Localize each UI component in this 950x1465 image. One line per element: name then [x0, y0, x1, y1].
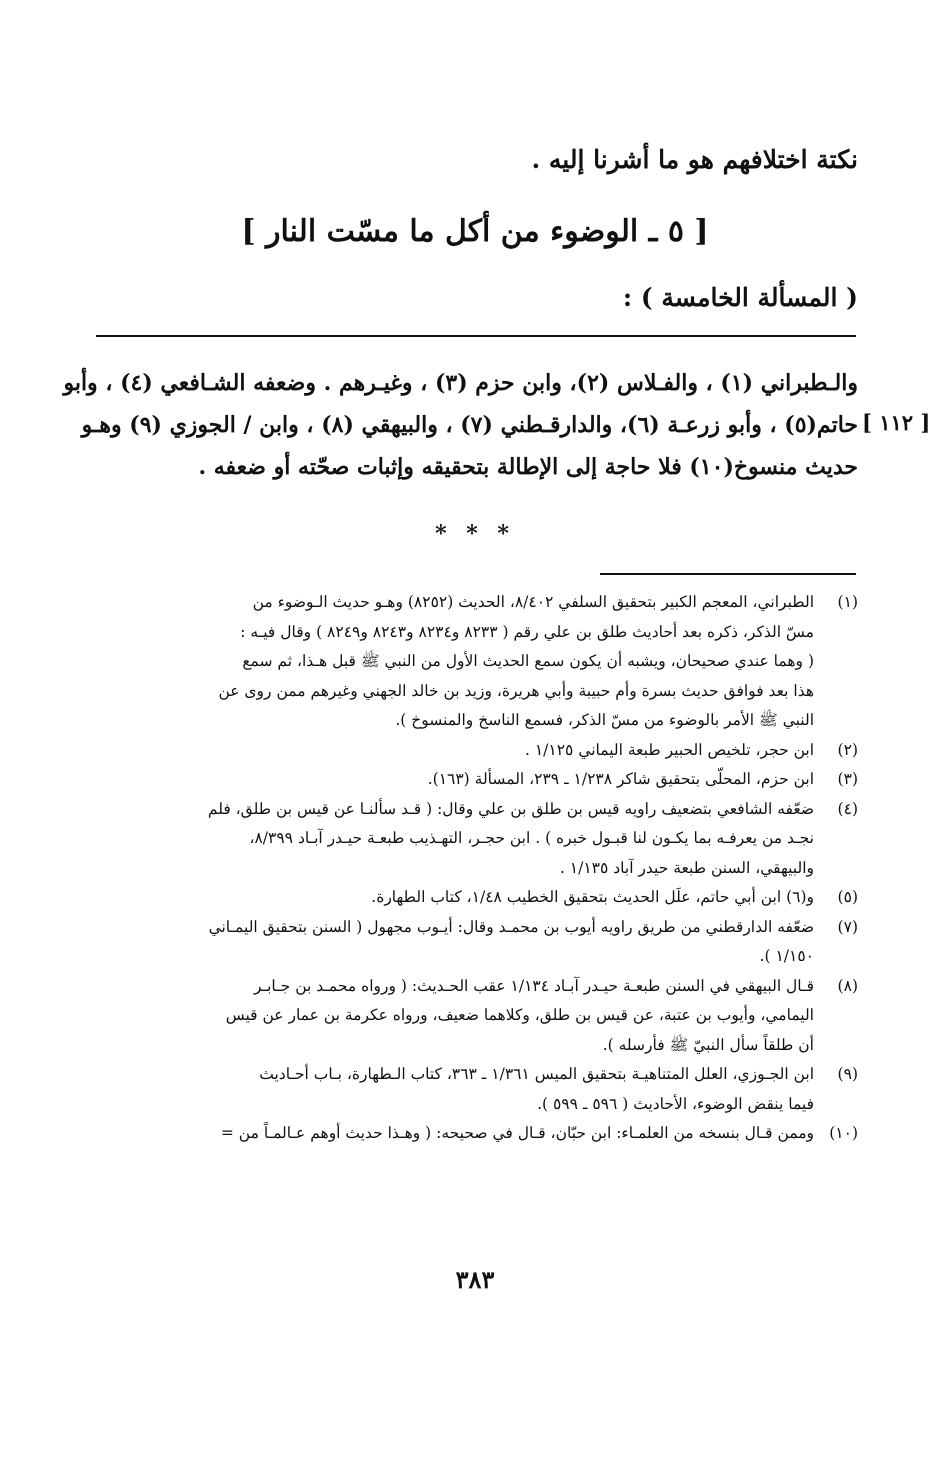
footnote	[88, 1060, 858, 1119]
footnote-number: (٧)	[837, 917, 858, 936]
footnote-text	[88, 972, 814, 1061]
footnote-line: مسّ الذكر، ذكره بعد أحاديث طلق بن علي رقم ( ٨٢٣٣ و٨٢٣٤ و٨٢٤٣ و٨٢٤٩ ) وقال فيـه :	[240, 622, 814, 641]
footnote-text	[88, 736, 814, 766]
footnote-line: قـال البيهقي في السنن طبعـة حيـدر آبـاد ١/١٣٤ عقب الحـديث: ( ورواه محمـد بن جـابـر	[254, 976, 814, 995]
footnote-number: (٨)	[837, 976, 858, 995]
footnote-number: (٢)	[837, 740, 858, 759]
footnotes	[88, 588, 858, 1149]
footnote-text	[88, 795, 814, 884]
footnote	[88, 588, 858, 736]
section-separator: * * *	[435, 521, 515, 547]
footnote-text	[88, 765, 814, 795]
footnote	[88, 1119, 858, 1149]
footnote-text	[88, 1060, 814, 1119]
section-heading: [ ٥ ـ الوضوء من أكل ما مسّت النار ]	[241, 214, 709, 249]
footnote-line: وممن قـال بنسخه من العلمـاء: ابن حبّان، قـال في صحيحه: ( وهـذا حديث أوهم عـالمـاً من =	[220, 1124, 814, 1142]
footnote	[88, 795, 858, 884]
footnote-text	[88, 588, 814, 736]
footnote-number: (١)	[837, 593, 858, 611]
footnote-line: ١/١٥٠ ).	[759, 947, 814, 965]
footnote-line: ضعّفه الشافعي بتضعيف راويه قيس بن طلق بن علي وقال: ( قـد سألنـا عن قيس بن طلق، فلم	[207, 799, 814, 818]
footnote	[88, 765, 858, 795]
margin-page-reference: [ ١١٢ ]	[862, 410, 931, 435]
footnote-line: ابن حزم، المحلّى بتحقيق شاكر ١/٢٣٨ ـ ٢٣٩، المسألة (١٦٣).	[427, 770, 814, 788]
footnote	[88, 736, 858, 766]
footnote-line: أن طلقاً سأل النبيّ ﷺ فأرسله ).	[602, 1035, 814, 1054]
body-paragraph	[63, 362, 858, 488]
footnote-number: (٩)	[837, 1065, 858, 1083]
top-divider	[96, 335, 856, 337]
footnote-number: (٤)	[837, 799, 858, 818]
footnote-line: و(٦) ابن أبي حاتم، علَل الحديث بتحقيق الخطيب ١/٤٨، كتاب الطهارة.	[371, 888, 814, 906]
intro-line: نكتة اختلافهم هو ما أشرنا إليه .	[531, 145, 858, 174]
footnote-line: ضعّفه الدارقطني من طريق راويه أيوب بن محمـد وقال: أيـوب مجهول ( السنن بتحقيق اليمـاني	[208, 917, 814, 936]
footnote-line: ( وهما عندي صحيحان، ويشبه أن يكون سمع الحديث الأول من النبي ﷺ قبل هـذا، ثم سمع	[242, 652, 814, 670]
footnote	[88, 913, 858, 972]
footnote-line: ابن الجـوزي، العلل المتناهيـة بتحقيق الميس ١/٣٦١ ـ ٣٦٣، كتاب الـطهارة، بـاب أحـاديث	[259, 1065, 814, 1083]
footnote-text	[88, 913, 814, 972]
footnote-number: (٥)	[837, 888, 858, 906]
footnote-line: الطبراني، المعجم الكبير بتحقيق السلفي ٨/٤٠٢، الحديث (٨٢٥٢) وهـو حديث الـوضوء من	[252, 593, 814, 611]
footnote-line: والبيهقي، السنن طبعة حيدر آباد ١/١٣٥ .	[559, 858, 814, 877]
body-line: والـطبراني (١) ، والفـلاس (٢)، وابن حزم (٣) ، وغيـرهم . وضعفه الشـافعي (٤) ، وأبو	[63, 370, 858, 396]
page-number: ٣٨٣	[455, 1265, 495, 1294]
body-line: حاتم(٥) ، وأبو زرعـة (٦)، والدارقـطني (٧) ، والبيهقي (٨) ، وابن / الجوزي (٩) وهـو	[81, 412, 858, 438]
footnote	[88, 972, 858, 1061]
footnote-line: فيما ينقض الوضوء، الأحاديث ( ٥٩٦ ـ ٥٩٩ ).	[537, 1094, 814, 1113]
footnote-line: النبي ﷺ الأمر بالوضوء من مسّ الذكر، فسمع الناسخ والمنسوخ ).	[395, 711, 814, 729]
footnote-number: (١٠)	[829, 1124, 858, 1142]
body-line: حديث منسوخ(١٠) فلا حاجة إلى الإطالة بتحقيقه وإثبات صحّته أو ضعفه .	[198, 454, 858, 480]
footnote-text	[88, 1119, 814, 1149]
footnote-text	[88, 883, 814, 913]
footnote-number: (٣)	[837, 770, 858, 788]
footnote-line: ابن حجر، تلخيص الحبير طبعة اليماني ١/١٢٥ .	[525, 740, 814, 759]
footnote-line: اليمامي، وأيوب بن عتبة، عن قيس بن طلق، وكلاهما ضعيف، ورواه عكرمة بن عمار عن قيس	[225, 1006, 814, 1024]
footnote	[88, 883, 858, 913]
footnote-divider	[600, 573, 856, 575]
footnote-line: نجـد من يعرفـه بما يكـون لنا قبـول خبره ) . ابن حجـر، التهـذيب طبعـة حيـدر آبـاد ٨/٣٩٩،	[249, 829, 814, 847]
subheading: ( المسألة الخامسة ) :	[622, 283, 858, 312]
footnote-line: هذا بعد فوافق حديث بسرة وأم حبيبة وأبي هريرة، وزيد بن خالد الجهني وغيرهم ممن روى عن	[218, 681, 814, 700]
